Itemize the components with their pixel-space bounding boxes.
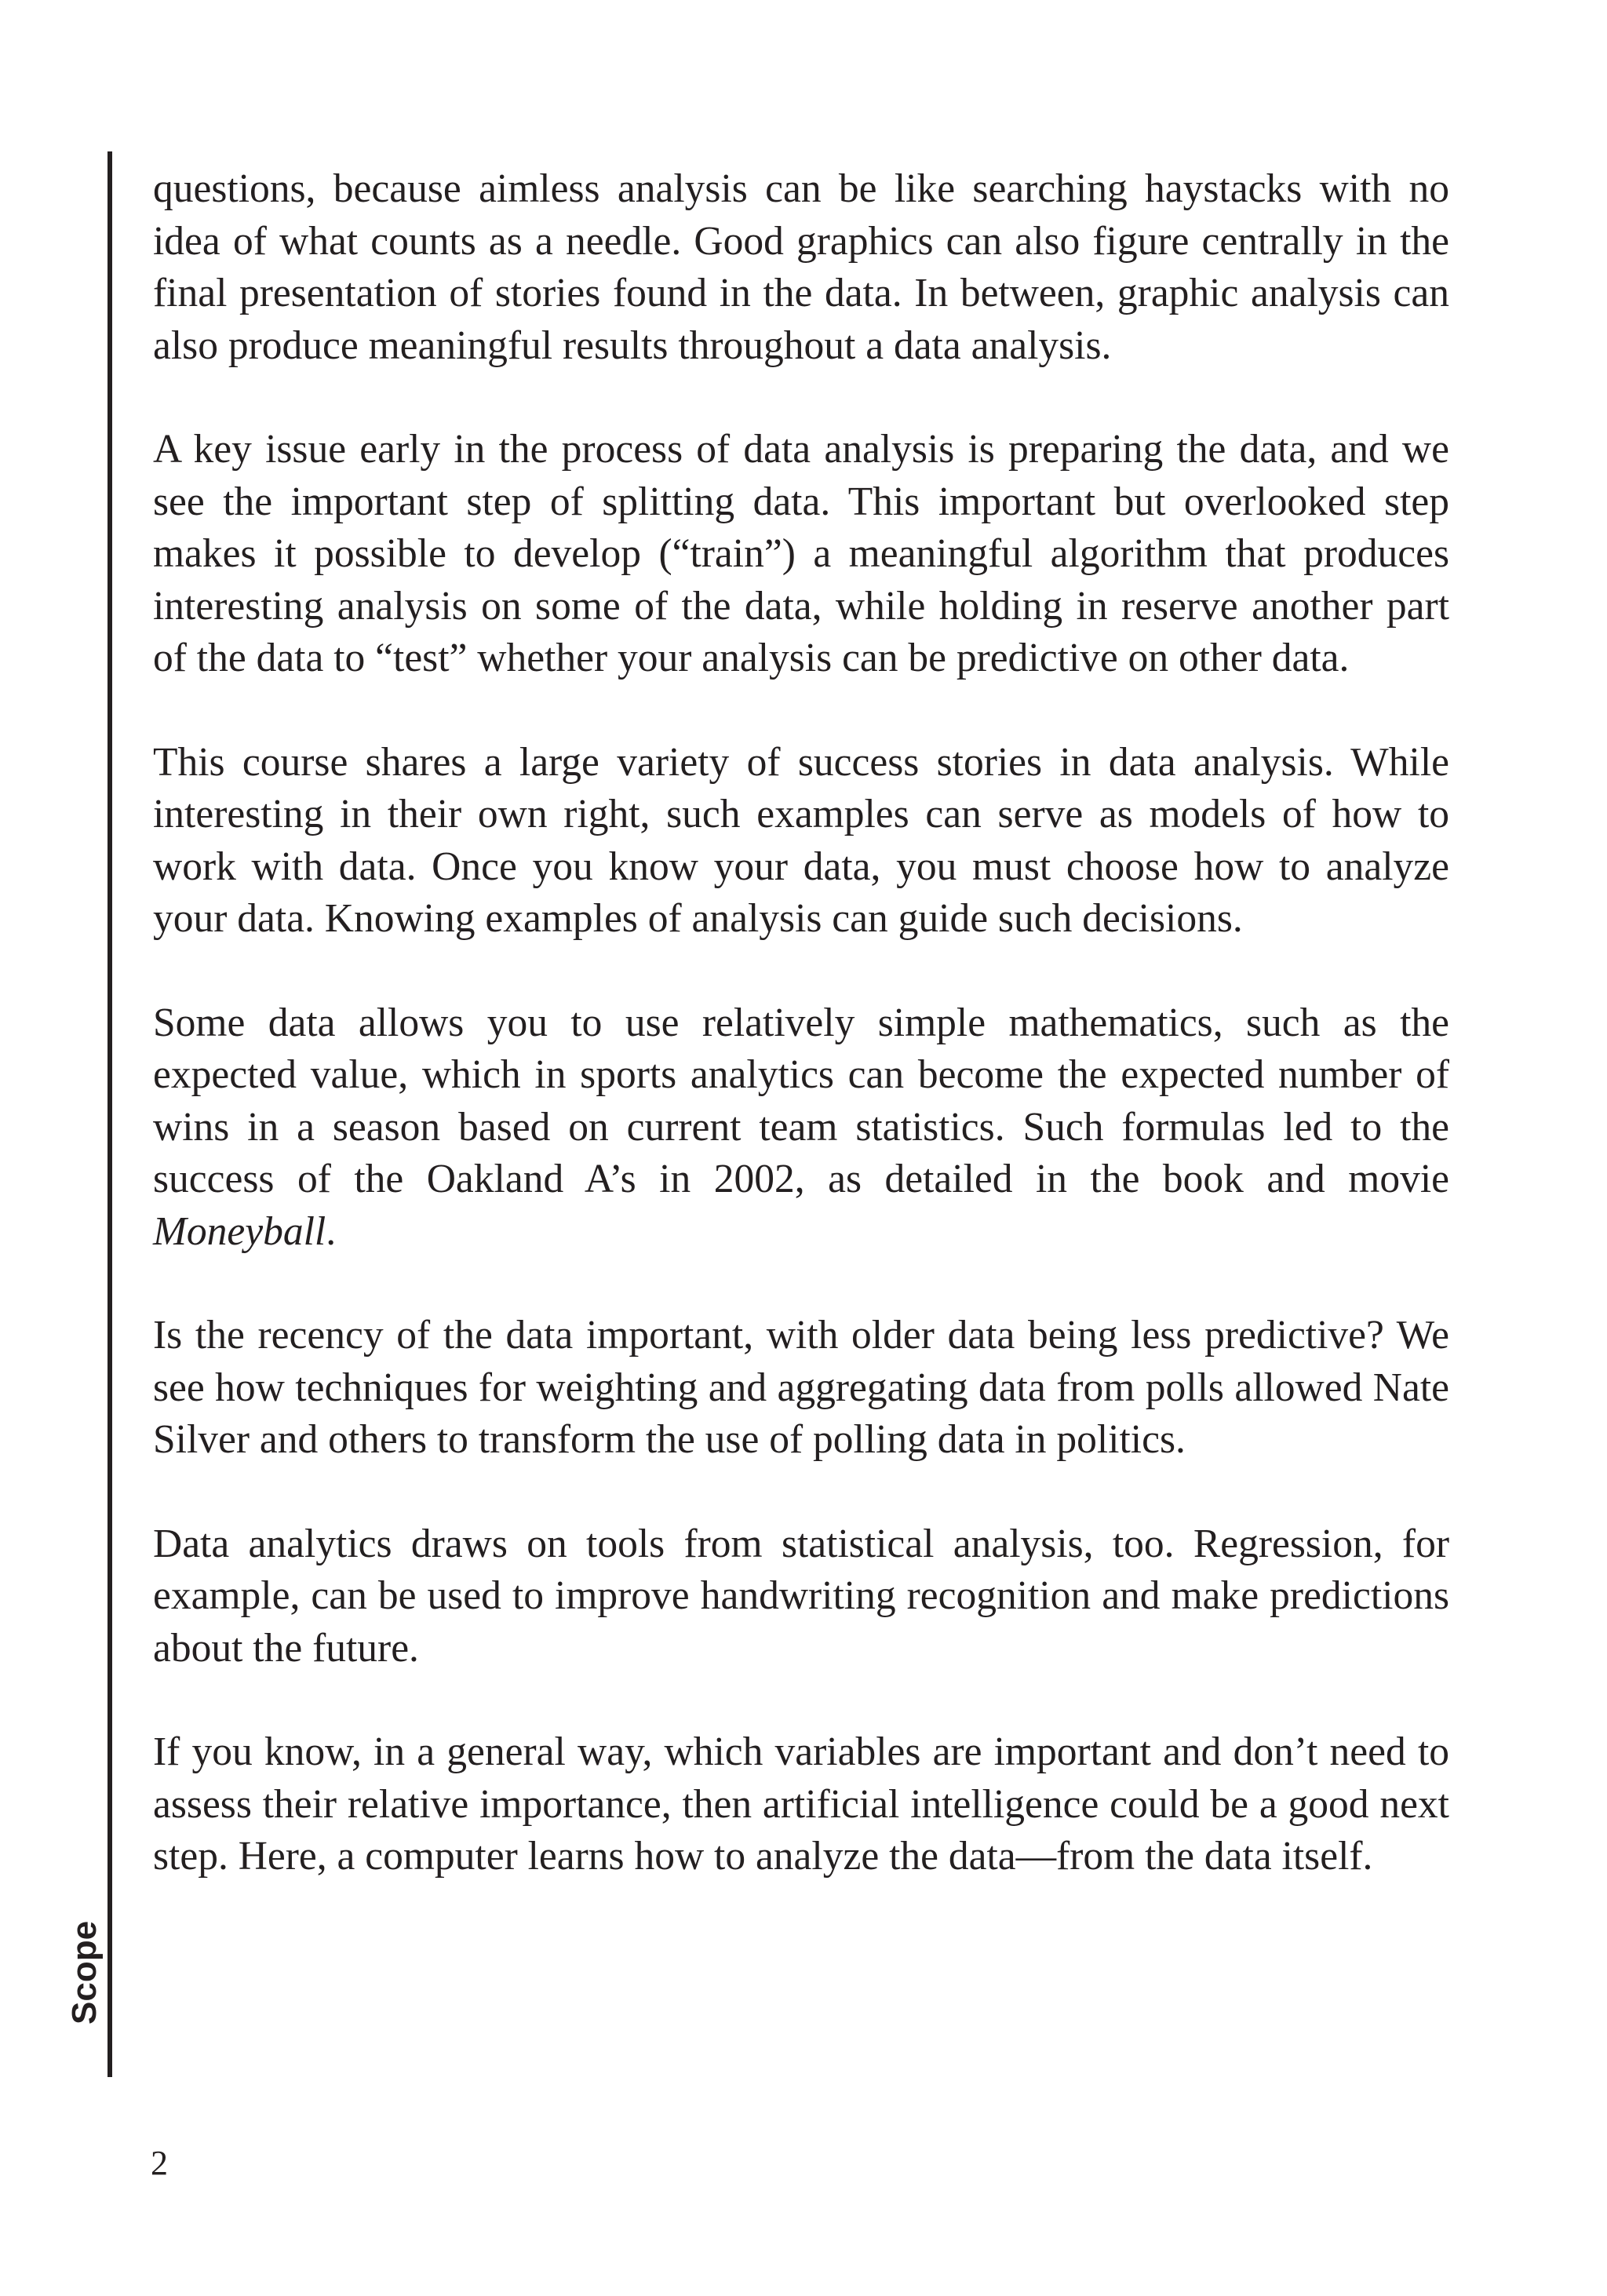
body-text bbox=[153, 163, 1449, 1935]
section-side-label: Scope bbox=[65, 1920, 104, 2024]
paragraph-text: Some data allows you to use relatively simple mathematics, such as the expected value, which in sports analytics can become the expected number of wins in a season based on current team statistics. Such formulas led to the success of the Oakland A’s in 2002, as detailed in the book and movie bbox=[153, 1000, 1449, 1201]
paragraph: Is the recency of the data important, with older data being less predictive? We see how techniques for weighting and aggregating data from polls allowed Nate Silver and others to transform the use of polling data in politics. bbox=[153, 1313, 1449, 1462]
page-number: 2 bbox=[151, 2144, 168, 2182]
book-title-italic: Moneyball bbox=[153, 1208, 326, 1254]
paragraph: questions, because aimless analysis can be like searching haystacks with no idea of what counts as a needle. Good graphics can also figure centrally in the final presentation of stories found in the data. In between, graphic analysis can also produce meaningful results throughout a data analysis. bbox=[153, 166, 1449, 368]
paragraph: Data analytics draws on tools from statistical analysis, too. Regression, for example, can be used to improve handwriting recognition and make predictions about the future. bbox=[153, 1521, 1449, 1671]
paragraph-text: . bbox=[326, 1208, 337, 1254]
paragraph bbox=[153, 997, 1449, 1259]
paragraph: If you know, in a general way, which variables are important and don’t need to assess their relative importance, then artificial intelligence could be a good next step. Here, a computer learns how to analyze the data—from the data itself. bbox=[153, 1729, 1449, 1879]
margin-rule bbox=[107, 151, 112, 2077]
paragraph: This course shares a large variety of success stories in data analysis. While interesting in their own right, such examples can serve as models of how to work with data. Once you know your data, you must choose how to analyze your data. Knowing examples of analysis can guide such decisions. bbox=[153, 739, 1449, 941]
paragraph: A key issue early in the process of data analysis is preparing the data, and we see the important step of splitting data. This important but overlooked step makes it possible to develop (“train”) a meaningful algorithm that produces interesting analysis on some of the data, while holding in reserve another part of the data to “test” whether your analysis can be predictive on other data. bbox=[153, 427, 1449, 680]
